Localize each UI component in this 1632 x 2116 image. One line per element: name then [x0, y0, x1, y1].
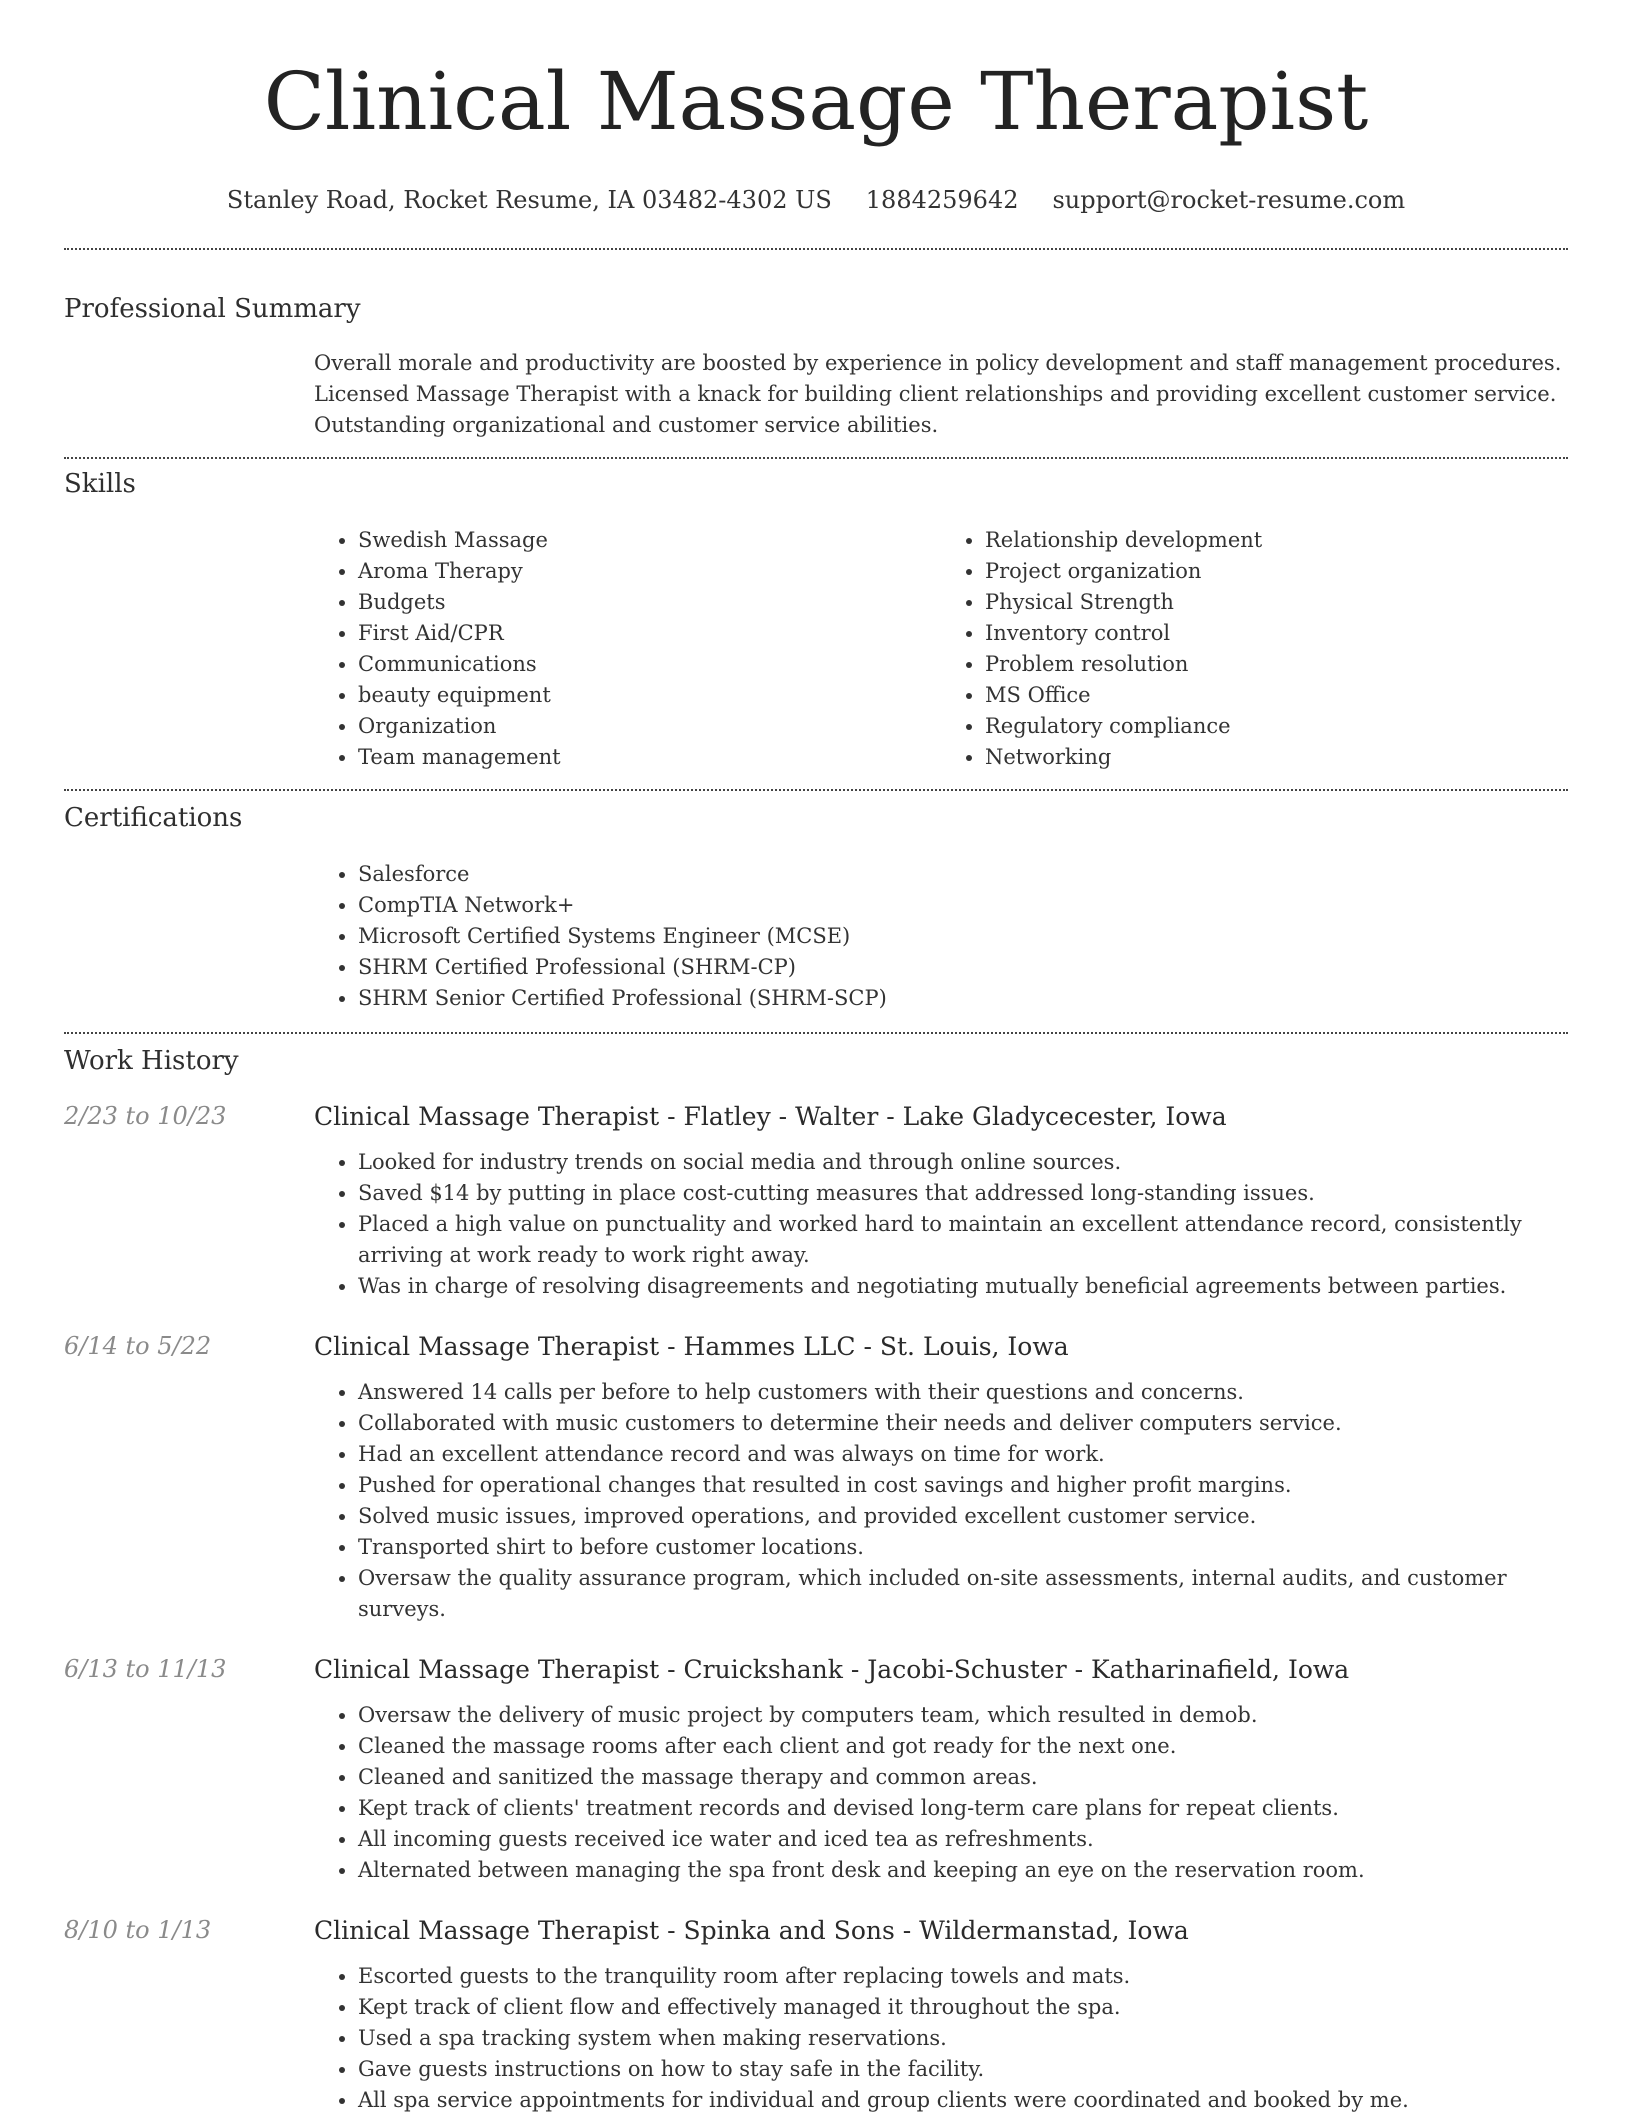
skills-heading: Skills: [64, 469, 136, 499]
job-entry: [64, 1916, 1568, 2116]
list-item: • Was in charge of resolving disagreements and negotiating mutually beneficial agreements between parties.: [358, 1271, 1548, 1302]
section-divider: [64, 248, 1568, 250]
list-item: • First Aid/CPR: [358, 618, 941, 649]
section-divider: [64, 789, 1568, 791]
certifications-section: [64, 803, 1568, 1014]
list-item: • Organization: [358, 711, 941, 742]
job-entry: [64, 1332, 1568, 1625]
address-text: Stanley Road, Rocket Resume, IA 03482-4302 US: [226, 186, 832, 214]
list-item: • Collaborated with music customers to determine their needs and deliver computers service.: [358, 1408, 1548, 1439]
list-item: • Oversaw the quality assurance program, which included on-site assessments, internal audits, and customer surveys.: [358, 1563, 1548, 1625]
skills-list-right: [941, 525, 1568, 773]
list-item: • Swedish Massage: [358, 525, 941, 556]
list-item: • Oversaw the delivery of music project by computers team, which resulted in demob.: [358, 1700, 1548, 1731]
list-item: • Had an excellent attendance record and was always on time for work.: [358, 1439, 1548, 1470]
job-bullets: [314, 1961, 1568, 2116]
list-item: • Communications: [358, 649, 941, 680]
skills-columns: [314, 525, 1568, 773]
list-item: • Gave guests instructions on how to stay safe in the facility.: [358, 2054, 1548, 2085]
list-item: • Cleaned and sanitized the massage therapy and common areas.: [358, 1762, 1548, 1793]
list-item: • Pushed for operational changes that resulted in cost savings and higher profit margins.: [358, 1470, 1548, 1501]
job-bullets: [314, 1147, 1568, 1302]
list-item: • Looked for industry trends on social media and through online sources.: [358, 1147, 1548, 1178]
list-item: • Saved $14 by putting in place cost-cutting measures that addressed long-standing issues.: [358, 1178, 1548, 1209]
job-title: Clinical Massage Therapist - Flatley - Walter - Lake Gladycecester, Iowa: [314, 1102, 1227, 1131]
resume-page: [64, 0, 1568, 2116]
list-item: • Physical Strength: [985, 587, 1568, 618]
list-item: • Project organization: [985, 556, 1568, 587]
summary-text: Overall morale and productivity are boosted by experience in policy development and staff management procedures. Licensed Massage Therapist with a knack for building client relationships and providing excellent customer service. Outstanding organizational and customer service abilities.: [314, 351, 1562, 437]
section-divider: [64, 457, 1568, 459]
certifications-list: [314, 859, 1568, 1014]
job-bullets: [314, 1377, 1568, 1625]
section-divider: [64, 1032, 1568, 1034]
skills-list-left: [314, 525, 941, 773]
job-dates: 6/14 to 5/22: [64, 1332, 212, 1360]
list-item: • Inventory control: [985, 618, 1568, 649]
list-item: • Relationship development: [985, 525, 1568, 556]
list-item: • Kept track of clients' treatment records and devised long-term care plans for repeat clients.: [358, 1793, 1548, 1824]
list-item: • Regulatory compliance: [985, 711, 1568, 742]
phone-text: 1884259642: [865, 186, 1019, 214]
summary-section: [64, 294, 1568, 441]
jobs-container: [64, 1102, 1568, 2116]
list-item: • All incoming guests received ice water and iced tea as refreshments.: [358, 1824, 1548, 1855]
contact-line: [64, 186, 1568, 214]
job-body: [314, 1102, 1568, 1302]
list-item: • Solved music issues, improved operations, and provided excellent customer service.: [358, 1501, 1548, 1532]
candidate-name: Clinical Massage Therapist: [263, 55, 1369, 148]
list-item: • Answered 14 calls per before to help customers with their questions and concerns.: [358, 1377, 1548, 1408]
job-body: [314, 1332, 1568, 1625]
work-history-heading: Work History: [64, 1046, 239, 1076]
job-entry: [64, 1102, 1568, 1302]
list-item: • SHRM Certified Professional (SHRM-CP): [358, 952, 1568, 983]
list-item: • Problem resolution: [985, 649, 1568, 680]
list-item: • All spa service appointments for individual and group clients were coordinated and booked by me.: [358, 2085, 1548, 2116]
job-bullets: [314, 1700, 1568, 1886]
job-body: [314, 1655, 1568, 1886]
list-item: • Networking: [985, 742, 1568, 773]
job-dates: 6/13 to 11/13: [64, 1655, 227, 1683]
certifications-content: [314, 859, 1568, 1014]
email-text: support@rocket-resume.com: [1052, 186, 1406, 214]
job-dates: 8/10 to 1/13: [64, 1916, 212, 1944]
list-item: • Aroma Therapy: [358, 556, 941, 587]
job-dates: 2/23 to 10/23: [64, 1102, 227, 1130]
job-body: [314, 1916, 1568, 2116]
list-item: • Alternated between managing the spa front desk and keeping an eye on the reservation room.: [358, 1855, 1548, 1886]
job-title: Clinical Massage Therapist - Spinka and Sons - Wildermanstad, Iowa: [314, 1916, 1189, 1945]
list-item: • Salesforce: [358, 859, 1568, 890]
job-entry: [64, 1655, 1568, 1886]
list-item: • Budgets: [358, 587, 941, 618]
list-item: • Placed a high value on punctuality and worked hard to maintain an excellent attendance record, consistently arriving at work ready to work right away.: [358, 1209, 1548, 1271]
list-item: • Cleaned the massage rooms after each client and got ready for the next one.: [358, 1731, 1548, 1762]
job-title: Clinical Massage Therapist - Hammes LLC - St. Louis, Iowa: [314, 1332, 1069, 1361]
certifications-heading: Certifications: [64, 803, 243, 833]
list-item: • Team management: [358, 742, 941, 773]
job-title: Clinical Massage Therapist - Cruickshank - Jacobi-Schuster - Katharinafield, Iowa: [314, 1655, 1350, 1684]
skills-section: [64, 469, 1568, 773]
list-item: • Microsoft Certified Systems Engineer (MCSE): [358, 921, 1568, 952]
work-history-section: [64, 1046, 1568, 2116]
list-item: • Transported shirt to before customer locations.: [358, 1532, 1548, 1563]
list-item: • SHRM Senior Certified Professional (SHRM-SCP): [358, 983, 1568, 1014]
list-item: • Escorted guests to the tranquility room after replacing towels and mats.: [358, 1961, 1548, 1992]
list-item: • beauty equipment: [358, 680, 941, 711]
list-item: • CompTIA Network+: [358, 890, 1568, 921]
list-item: • Kept track of client flow and effectively managed it throughout the spa.: [358, 1992, 1548, 2023]
list-item: • Used a spa tracking system when making reservations.: [358, 2023, 1548, 2054]
summary-heading: Professional Summary: [64, 294, 361, 324]
list-item: • MS Office: [985, 680, 1568, 711]
